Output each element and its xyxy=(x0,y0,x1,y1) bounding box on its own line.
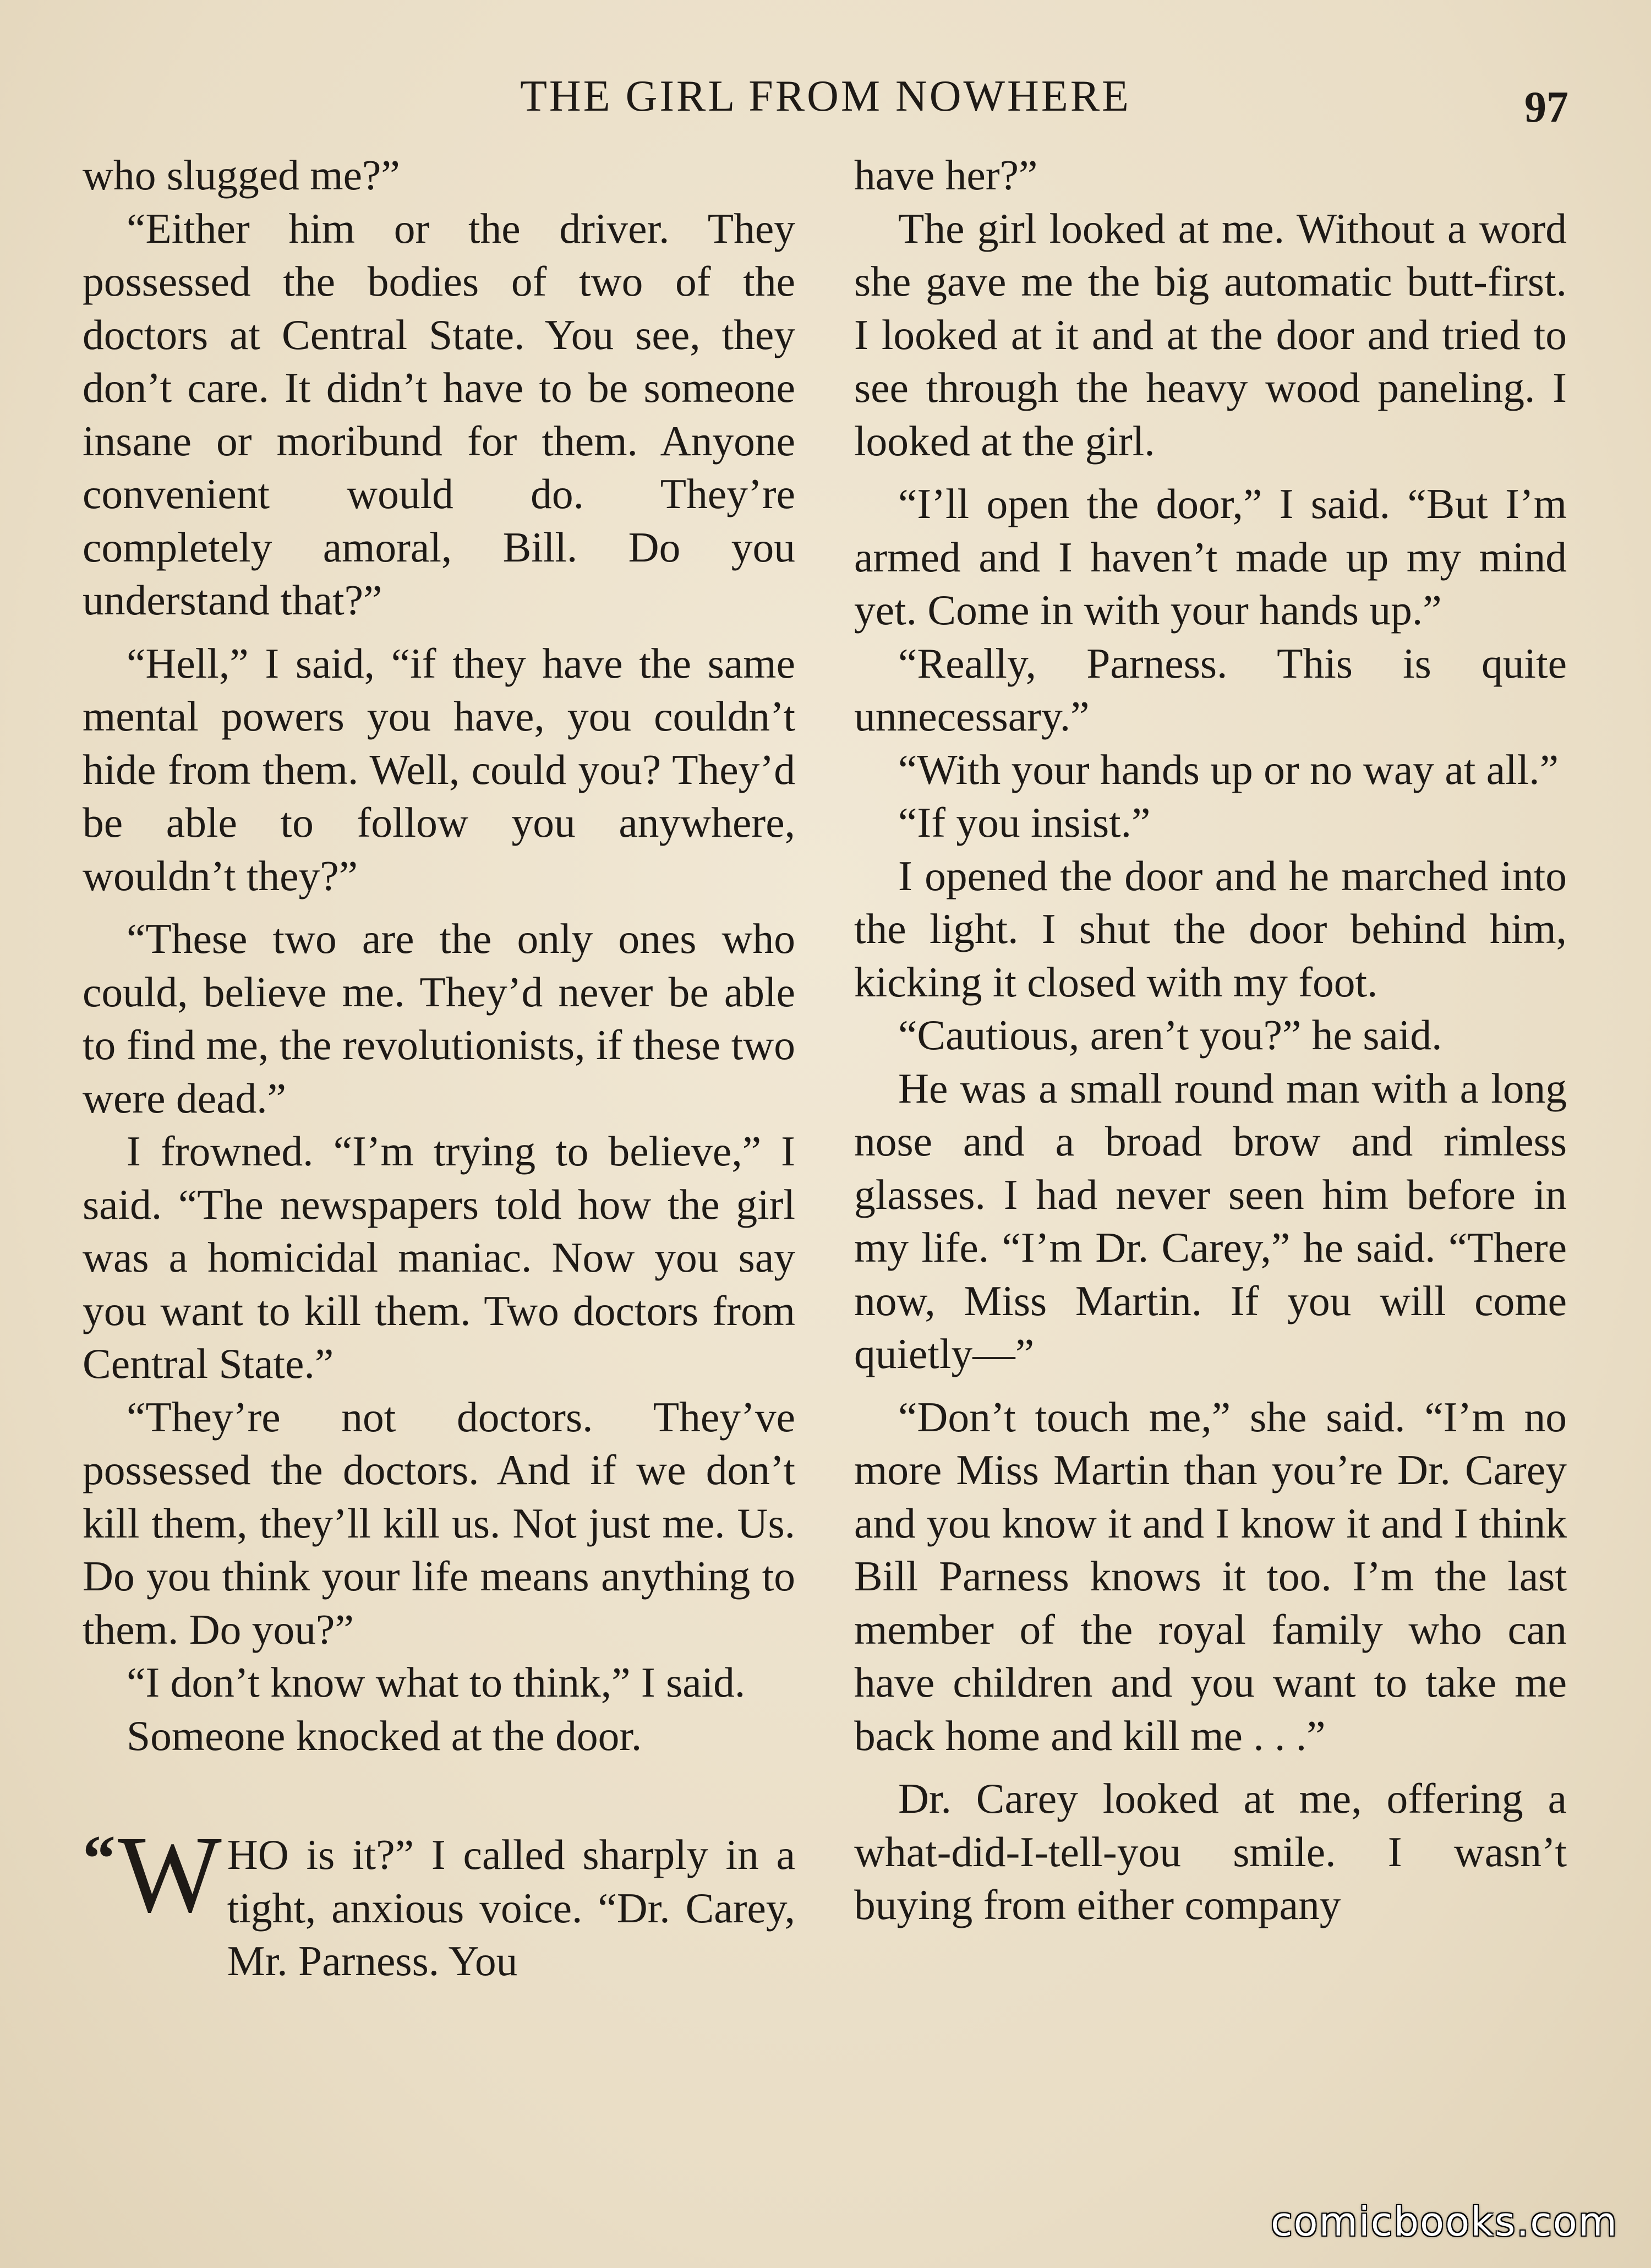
dropcap-letter: W xyxy=(118,1814,222,1936)
paragraph: “With your hands up or no way at all.” xyxy=(898,745,1559,793)
running-title: THE GIRL FROM NOWHERE xyxy=(520,72,1131,121)
left-column xyxy=(83,149,795,1988)
dropcap-open-quote: “ xyxy=(83,1822,116,1895)
paragraph: Someone knocked at the door. xyxy=(127,1711,642,1759)
running-head xyxy=(0,72,1651,132)
watermark-text: comicbooks.com xyxy=(1270,2199,1618,2245)
paragraph: “Either him or the driver. They possessed the bodies of two of the doctors at Central State. You see, they don’t care. It didn’t have to be someone insane or moribund for them. Anyone convenient would do. They’re completely amoral, Bill. Do you understand that?” xyxy=(83,204,795,624)
paragraph: “If you insist.” xyxy=(898,799,1151,846)
section-opening xyxy=(83,1814,795,1988)
paragraph: “Really, Parness. This is quite unnecessary.” xyxy=(854,639,1567,740)
page-number: 97 xyxy=(1524,83,1568,132)
paragraph: I opened the door and he marched into the light. I shut the door behind him, kicking it closed with my foot. xyxy=(854,852,1567,1006)
paragraph: He was a small round man with a long nose and a broad brow and rimless glasses. I had never seen him before in my life. “I’m Dr. Carey,” he said. “There now, Miss Martin. If you will come quietly—” xyxy=(854,1064,1567,1377)
paragraph: “They’re not doctors. They’ve possessed the doctors. And if we don’t kill them, they’ll kill us. Not just me. Us. Do you think your life means anything to them. Do you?” xyxy=(83,1393,795,1653)
right-column xyxy=(854,149,1567,1932)
paragraph: who slugged me?” xyxy=(83,151,400,199)
paragraph: have her?” xyxy=(854,151,1038,199)
paragraph: “Don’t touch me,” she said. “I’m no more Miss Martin than you’re Dr. Carey and you know it and I know it and I think Bill Parness knows it too. I’m the last member of the royal family who can have children and you want to take me back home and kill me . . .” xyxy=(854,1393,1567,1759)
paragraph: “These two are the only ones who could, believe me. They’d never be able to find me, the revolutionists, if these two were dead.” xyxy=(83,915,795,1122)
paragraph: “I’ll open the door,” I said. “But I’m armed and I haven’t made up my mind yet. Come in with your hands up.” xyxy=(854,480,1567,634)
paragraph: “Hell,” I said, “if they have the same mental powers you have, you couldn’t hide from them. Well, could you? They’d be able to follow you anywhere, wouldn’t they?” xyxy=(83,639,795,899)
paragraph: The girl looked at me. Without a word she gave me the big automatic butt-first. I looked at it and at the door and tried to see through the heavy wood paneling. I looked at the girl. xyxy=(854,204,1567,465)
paragraph: I frowned. “I’m trying to believe,” I said. “The newspapers told how the girl was a homicidal maniac. Now you say you want to kill them. Two doctors from Central State.” xyxy=(83,1127,795,1387)
paragraph: “I don’t know what to think,” I said. xyxy=(127,1659,746,1706)
paragraph: Dr. Carey looked at me, offering a what-did-I-tell-you smile. I wasn’t buying from either company xyxy=(854,1775,1567,1928)
paragraph: “Cautious, aren’t you?” he said. xyxy=(898,1011,1442,1059)
dropcap-paragraph: HO is it?” I called sharply in a tight, anxious voice. “Dr. Carey, Mr. Parness. You xyxy=(227,1831,795,1984)
